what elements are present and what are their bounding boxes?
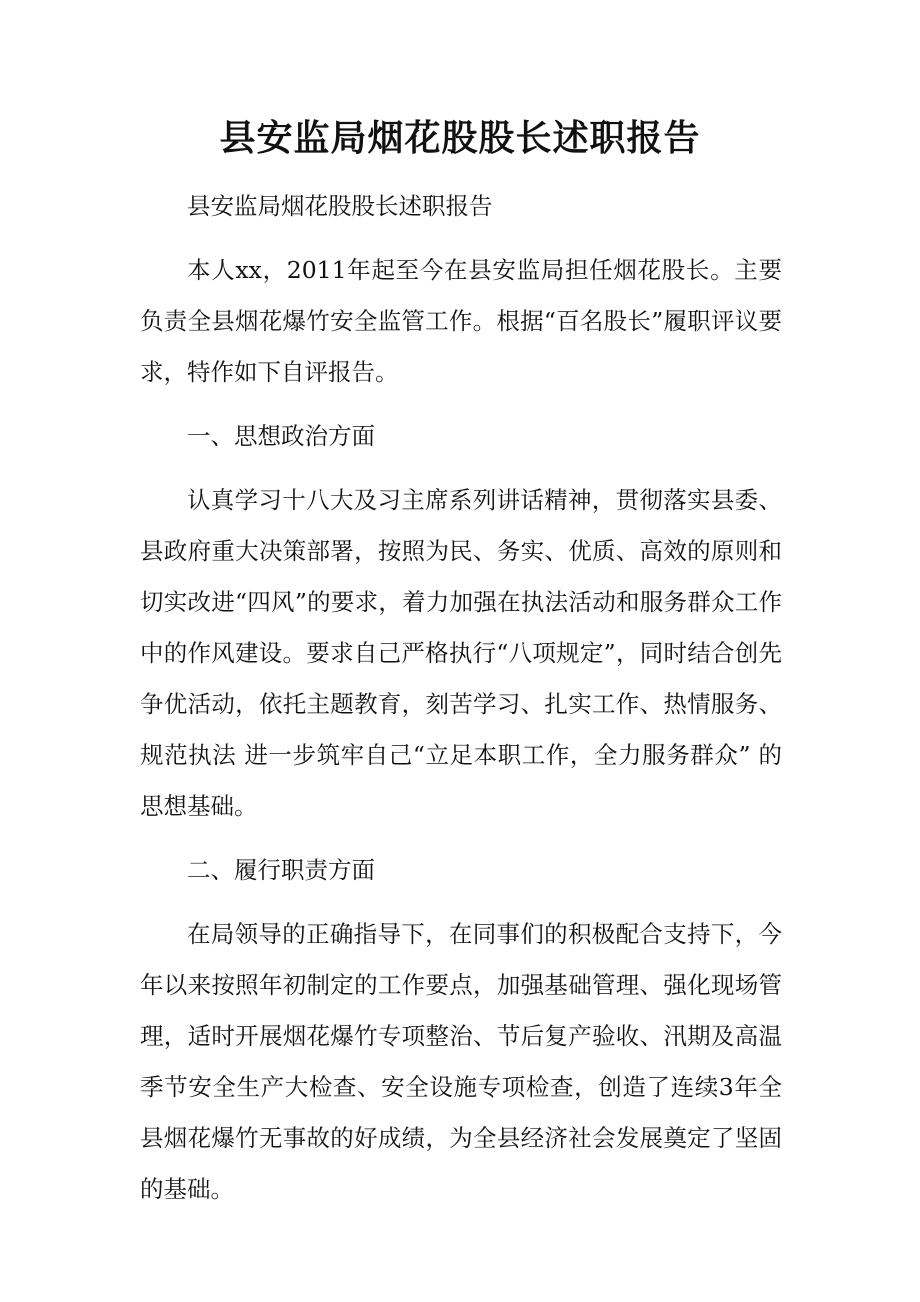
- section-heading-duties: 二、履行职责方面: [187, 856, 375, 884]
- section-heading-political: 一、思想政治方面: [187, 422, 375, 450]
- political-paragraph: 认真学习十八大及习主席系列讲话精神，贯彻落实县委、县政府重大决策部署，按照为民、务实、优质、高效的原则和切实改进“四风”的要求，着力加强在执法活动和服务群众工作中的作风建设。要求自己严格执行“八项规定”，同时结合创先争优活动，依托主题教育，刻苦学习、扎实工作、热情服务、规范执法 进一步筑牢自己“立足本职工作，全力服务群众” 的思想基础。: [140, 486, 782, 820]
- subtitle-paragraph: 县安监局烟花股股长述职报告: [187, 192, 493, 220]
- document-body: [140, 181, 782, 1228]
- document-title: 县安监局烟花股股长述职报告: [219, 117, 701, 159]
- intro-paragraph: 本人xx，2011年起至今在县安监局担任烟花股长。主要负责全县烟花爆竹安全监管工作。根据“百名股长”履职评议要求，特作如下自评报告。: [140, 256, 782, 386]
- duties-paragraph: 在局领导的正确指导下，在同事们的积极配合支持下，今年以来按照年初制定的工作要点，加强基础管理、强化现场管理，适时开展烟花爆竹专项整治、节后复产验收、汛期及高温季节安全生产大检查、安全设施专项检查，创造了连续3年全县烟花爆竹无事故的好成绩，为全县经济社会发展奠定了坚固的基础。: [140, 920, 782, 1203]
